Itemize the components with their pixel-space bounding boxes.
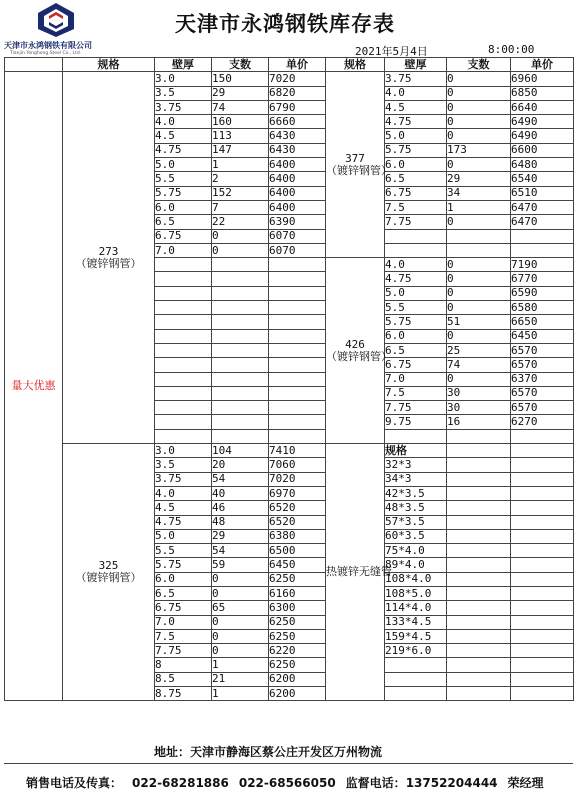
thickness-cell: 6.75 — [385, 186, 447, 200]
hot-spec-cell: 159*4.5 — [385, 629, 447, 643]
empty-cell — [511, 229, 574, 243]
count-cell — [212, 415, 269, 429]
thickness-cell: 5.0 — [155, 158, 212, 172]
count-cell: 0 — [212, 572, 269, 586]
thickness-cell — [155, 386, 212, 400]
thickness-cell: 7.5 — [385, 200, 447, 214]
hot-spec-cell — [385, 672, 447, 686]
count-cell: 74 — [447, 358, 511, 372]
thickness-cell: 3.0 — [155, 72, 212, 86]
empty-cell — [447, 558, 511, 572]
empty-cell — [447, 444, 511, 458]
empty-cell — [511, 572, 574, 586]
hot-spec-cell: 48*3.5 — [385, 501, 447, 515]
hot-spec-cell: 75*4.0 — [385, 544, 447, 558]
count-cell: 29 — [212, 86, 269, 100]
price-cell — [269, 358, 326, 372]
empty-cell — [447, 486, 511, 500]
count-cell: 0 — [447, 372, 511, 386]
count-cell: 34 — [447, 186, 511, 200]
thickness-cell: 6.5 — [385, 172, 447, 186]
hot-spec-cell: 34*3 — [385, 472, 447, 486]
thickness-cell: 5.75 — [155, 186, 212, 200]
thickness-cell: 6.5 — [155, 215, 212, 229]
address-line: 地址：天津市静海区蔡公庄开发区万州物流 — [4, 740, 573, 764]
thickness-cell — [155, 429, 212, 443]
price-cell: 6640 — [511, 100, 574, 114]
empty-cell — [447, 629, 511, 643]
company-logo-icon — [36, 2, 76, 38]
count-cell: 0 — [447, 115, 511, 129]
empty-cell — [447, 644, 511, 658]
thickness-cell — [155, 315, 212, 329]
thickness-cell: 6.0 — [155, 572, 212, 586]
contact-line — [4, 770, 573, 796]
empty-cell — [511, 558, 574, 572]
empty-cell — [447, 529, 511, 543]
count-cell: 40 — [212, 486, 269, 500]
empty-cell — [511, 472, 574, 486]
empty-cell — [447, 687, 511, 701]
price-cell: 6430 — [269, 143, 326, 157]
count-cell — [212, 358, 269, 372]
price-cell: 6380 — [269, 529, 326, 543]
count-cell: 0 — [447, 158, 511, 172]
empty-cell — [511, 544, 574, 558]
price-cell — [269, 301, 326, 315]
count-cell: 48 — [212, 515, 269, 529]
thickness-cell: 4.5 — [385, 100, 447, 114]
empty-cell — [511, 486, 574, 500]
group-426: 426 （镀锌钢管） — [326, 258, 385, 444]
count-cell — [212, 343, 269, 357]
price-cell: 6200 — [269, 687, 326, 701]
count-cell: 0 — [447, 100, 511, 114]
empty-cell — [447, 615, 511, 629]
header-thickness: 壁厚 — [155, 58, 212, 72]
thickness-cell: 7.75 — [385, 401, 447, 415]
price-cell: 7060 — [269, 458, 326, 472]
count-cell: 104 — [212, 444, 269, 458]
price-cell: 6850 — [511, 86, 574, 100]
thickness-cell: 5.75 — [385, 315, 447, 329]
count-cell: 29 — [447, 172, 511, 186]
count-cell: 1 — [212, 687, 269, 701]
phone-1: 022-68281886 — [132, 776, 229, 790]
thickness-cell: 7.5 — [155, 629, 212, 643]
phone-3: 13752204444 — [405, 776, 498, 790]
thickness-cell: 4.0 — [155, 486, 212, 500]
price-cell: 6820 — [269, 86, 326, 100]
empty-cell — [447, 601, 511, 615]
thickness-cell: 4.75 — [155, 143, 212, 157]
count-cell: 59 — [212, 558, 269, 572]
price-cell: 6590 — [511, 286, 574, 300]
inventory-table — [4, 57, 574, 701]
price-cell — [269, 429, 326, 443]
empty-cell — [447, 586, 511, 600]
price-cell: 6570 — [511, 343, 574, 357]
count-cell: 30 — [447, 386, 511, 400]
company-name: 天津市永鸿钢铁有限公司 — [4, 41, 92, 50]
price-cell: 6300 — [269, 601, 326, 615]
empty-cell — [447, 501, 511, 515]
count-cell — [212, 258, 269, 272]
count-cell — [212, 386, 269, 400]
price-cell: 6250 — [269, 629, 326, 643]
thickness-cell: 4.0 — [385, 86, 447, 100]
header-count: 支数 — [212, 58, 269, 72]
price-cell: 6540 — [511, 172, 574, 186]
count-cell: 74 — [212, 100, 269, 114]
price-cell: 6450 — [269, 558, 326, 572]
empty-cell — [511, 501, 574, 515]
count-cell: 16 — [447, 415, 511, 429]
empty-cell — [511, 601, 574, 615]
empty-cell — [511, 615, 574, 629]
thickness-cell — [155, 343, 212, 357]
supervisor-label: 监督电话： — [345, 776, 406, 790]
header-spec: 规格 — [63, 58, 155, 72]
price-cell: 6960 — [511, 72, 574, 86]
hot-spec-cell: 108*5.0 — [385, 586, 447, 600]
thickness-cell: 3.5 — [155, 458, 212, 472]
count-cell: 0 — [447, 272, 511, 286]
count-cell: 0 — [212, 586, 269, 600]
hot-spec-cell: 60*3.5 — [385, 529, 447, 543]
thickness-cell — [155, 301, 212, 315]
hot-spec-cell: 89*4.0 — [385, 558, 447, 572]
price-cell — [269, 329, 326, 343]
price-cell: 7190 — [511, 258, 574, 272]
empty-cell — [511, 658, 574, 672]
price-cell: 6970 — [269, 486, 326, 500]
count-cell: 0 — [212, 629, 269, 643]
count-cell: 1 — [447, 200, 511, 214]
thickness-cell: 4.0 — [155, 115, 212, 129]
thickness-cell: 6.5 — [155, 586, 212, 600]
count-cell: 152 — [212, 186, 269, 200]
hot-spec-cell: 114*4.0 — [385, 601, 447, 615]
count-cell — [212, 315, 269, 329]
count-cell: 54 — [212, 472, 269, 486]
thickness-cell — [155, 372, 212, 386]
empty-cell — [447, 658, 511, 672]
thickness-cell: 6.5 — [385, 343, 447, 357]
price-cell — [269, 258, 326, 272]
thickness-cell: 5.0 — [385, 129, 447, 143]
empty-cell — [511, 444, 574, 458]
header-count-right: 支数 — [447, 58, 511, 72]
price-cell: 6270 — [511, 415, 574, 429]
header — [0, 0, 577, 58]
empty-cell — [511, 515, 574, 529]
thickness-cell: 5.75 — [385, 143, 447, 157]
thickness-cell: 7.0 — [155, 243, 212, 257]
thickness-cell: 3.5 — [155, 86, 212, 100]
count-cell: 0 — [212, 615, 269, 629]
header-blank — [5, 58, 63, 72]
hot-spec-cell: 42*3.5 — [385, 486, 447, 500]
thickness-cell — [155, 258, 212, 272]
thickness-cell: 8 — [155, 658, 212, 672]
price-cell: 6490 — [511, 115, 574, 129]
count-cell: 150 — [212, 72, 269, 86]
count-cell: 22 — [212, 215, 269, 229]
header-spec-right: 规格 — [326, 58, 385, 72]
hot-spec-cell: 219*6.0 — [385, 644, 447, 658]
count-cell: 0 — [447, 129, 511, 143]
thickness-cell — [155, 358, 212, 372]
price-cell — [269, 372, 326, 386]
empty-cell — [511, 672, 574, 686]
thickness-cell: 4.5 — [155, 501, 212, 515]
thickness-cell: 4.0 — [385, 258, 447, 272]
price-cell: 6070 — [269, 243, 326, 257]
table-header-row — [5, 58, 574, 72]
price-cell: 6470 — [511, 200, 574, 214]
count-cell: 2 — [212, 172, 269, 186]
price-cell: 6570 — [511, 386, 574, 400]
hot-spec-cell — [385, 687, 447, 701]
price-cell: 7020 — [269, 472, 326, 486]
count-cell: 51 — [447, 315, 511, 329]
thickness-cell: 7.5 — [385, 386, 447, 400]
price-cell: 6480 — [511, 158, 574, 172]
count-cell: 29 — [212, 529, 269, 543]
count-cell: 0 — [447, 72, 511, 86]
thickness-cell: 5.5 — [155, 172, 212, 186]
count-cell: 20 — [212, 458, 269, 472]
count-cell: 25 — [447, 343, 511, 357]
thickness-cell: 4.75 — [155, 515, 212, 529]
thickness-cell — [155, 329, 212, 343]
count-cell: 0 — [447, 215, 511, 229]
group-377: 377 （镀锌钢管） — [326, 72, 385, 258]
thickness-cell: 5.0 — [385, 286, 447, 300]
price-cell — [269, 386, 326, 400]
count-cell: 1 — [212, 158, 269, 172]
empty-cell — [447, 243, 511, 257]
thickness-cell: 6.75 — [385, 358, 447, 372]
hot-spec-cell — [385, 658, 447, 672]
count-cell — [212, 429, 269, 443]
price-cell — [269, 315, 326, 329]
report-time: 8:00:00 — [488, 43, 535, 56]
thickness-cell: 5.75 — [155, 558, 212, 572]
price-cell: 6250 — [269, 615, 326, 629]
thickness-cell: 5.5 — [155, 544, 212, 558]
header-price: 单价 — [269, 58, 326, 72]
price-cell: 7020 — [269, 72, 326, 86]
empty-cell — [447, 672, 511, 686]
price-cell: 6400 — [269, 186, 326, 200]
thickness-cell — [155, 415, 212, 429]
hot-spec-label: 规格 — [385, 444, 447, 458]
empty-cell — [385, 429, 447, 443]
company-name-en: Tianjin Yonghong Steel Co., Ltd. — [10, 51, 82, 56]
price-cell: 6520 — [269, 501, 326, 515]
price-cell: 6250 — [269, 572, 326, 586]
count-cell: 147 — [212, 143, 269, 157]
count-cell: 173 — [447, 143, 511, 157]
price-cell: 6390 — [269, 215, 326, 229]
thickness-cell: 4.5 — [155, 129, 212, 143]
count-cell: 46 — [212, 501, 269, 515]
count-cell — [212, 329, 269, 343]
thickness-cell: 8.5 — [155, 672, 212, 686]
hot-spec-cell: 32*3 — [385, 458, 447, 472]
price-cell: 6400 — [269, 172, 326, 186]
price-cell: 6400 — [269, 158, 326, 172]
hot-spec-cell: 133*4.5 — [385, 615, 447, 629]
count-cell — [212, 301, 269, 315]
price-cell: 6450 — [511, 329, 574, 343]
price-cell: 6430 — [269, 129, 326, 143]
empty-cell — [447, 229, 511, 243]
header-thickness-right: 壁厚 — [385, 58, 447, 72]
price-cell: 6370 — [511, 372, 574, 386]
price-cell: 6400 — [269, 200, 326, 214]
count-cell — [212, 272, 269, 286]
count-cell: 0 — [447, 286, 511, 300]
group-325: 325 （镀锌钢管） — [63, 444, 155, 701]
thickness-cell: 3.0 — [155, 444, 212, 458]
price-cell: 6520 — [269, 515, 326, 529]
empty-cell — [447, 458, 511, 472]
thickness-cell — [155, 401, 212, 415]
count-cell: 21 — [212, 672, 269, 686]
thickness-cell: 3.75 — [155, 472, 212, 486]
thickness-cell: 7.0 — [155, 615, 212, 629]
count-cell: 0 — [212, 229, 269, 243]
thickness-cell: 7.75 — [385, 215, 447, 229]
price-cell: 6200 — [269, 672, 326, 686]
thickness-cell: 7.75 — [155, 644, 212, 658]
empty-cell — [447, 544, 511, 558]
empty-cell — [511, 458, 574, 472]
empty-cell — [511, 529, 574, 543]
empty-cell — [511, 687, 574, 701]
price-cell: 6770 — [511, 272, 574, 286]
thickness-cell: 3.75 — [155, 100, 212, 114]
count-cell: 0 — [212, 644, 269, 658]
price-cell — [269, 415, 326, 429]
price-cell: 6510 — [511, 186, 574, 200]
count-cell: 0 — [212, 243, 269, 257]
empty-cell — [511, 243, 574, 257]
count-cell: 1 — [212, 658, 269, 672]
empty-cell — [511, 629, 574, 643]
empty-cell — [447, 515, 511, 529]
count-cell: 7 — [212, 200, 269, 214]
report-date: 2021年5月4日 — [355, 45, 428, 58]
price-cell: 7410 — [269, 444, 326, 458]
count-cell — [212, 372, 269, 386]
price-cell: 6070 — [269, 229, 326, 243]
count-cell: 160 — [212, 115, 269, 129]
price-cell — [269, 286, 326, 300]
thickness-cell: 6.0 — [155, 200, 212, 214]
thickness-cell: 5.0 — [155, 529, 212, 543]
page-title: 天津市永鸿钢铁库存表 — [175, 11, 395, 36]
empty-cell — [447, 472, 511, 486]
empty-cell — [511, 586, 574, 600]
empty-cell — [385, 229, 447, 243]
thickness-cell: 6.0 — [385, 329, 447, 343]
price-cell: 6470 — [511, 215, 574, 229]
header-price-right: 单价 — [511, 58, 574, 72]
table-row — [5, 444, 574, 458]
thickness-cell: 6.0 — [385, 158, 447, 172]
group-hot-dip: 热镀锌无缝管 — [326, 444, 385, 701]
price-cell: 6160 — [269, 586, 326, 600]
group-273: 273 （镀锌钢管） — [63, 72, 155, 444]
phone-2: 022-68566050 — [238, 776, 336, 790]
empty-cell — [447, 429, 511, 443]
table-row — [5, 72, 574, 86]
price-cell: 6570 — [511, 358, 574, 372]
sales-label: 销售电话及传真： — [26, 776, 123, 790]
thickness-cell: 8.75 — [155, 687, 212, 701]
table-body — [5, 72, 574, 701]
count-cell: 65 — [212, 601, 269, 615]
hot-spec-cell: 57*3.5 — [385, 515, 447, 529]
price-cell: 6580 — [511, 301, 574, 315]
thickness-cell — [155, 272, 212, 286]
hot-spec-cell: 108*4.0 — [385, 572, 447, 586]
count-cell — [212, 286, 269, 300]
thickness-cell: 5.5 — [385, 301, 447, 315]
count-cell — [212, 401, 269, 415]
price-cell — [269, 343, 326, 357]
thickness-cell: 4.75 — [385, 115, 447, 129]
empty-cell — [511, 429, 574, 443]
count-cell: 0 — [447, 329, 511, 343]
thickness-cell: 4.75 — [385, 272, 447, 286]
price-cell: 6650 — [511, 315, 574, 329]
thickness-cell: 3.75 — [385, 72, 447, 86]
count-cell: 113 — [212, 129, 269, 143]
count-cell: 0 — [447, 301, 511, 315]
price-cell: 6600 — [511, 143, 574, 157]
promo-text: 量大优惠 — [5, 72, 63, 701]
manager-name: 荣经理 — [507, 776, 544, 790]
empty-cell — [447, 572, 511, 586]
empty-cell — [511, 644, 574, 658]
price-cell: 6250 — [269, 658, 326, 672]
price-cell: 6490 — [511, 129, 574, 143]
thickness-cell: 6.75 — [155, 601, 212, 615]
count-cell: 54 — [212, 544, 269, 558]
thickness-cell: 9.75 — [385, 415, 447, 429]
count-cell: 0 — [447, 258, 511, 272]
price-cell: 6660 — [269, 115, 326, 129]
price-cell — [269, 272, 326, 286]
count-cell: 30 — [447, 401, 511, 415]
count-cell: 0 — [447, 86, 511, 100]
thickness-cell — [155, 286, 212, 300]
price-cell — [269, 401, 326, 415]
thickness-cell: 7.0 — [385, 372, 447, 386]
empty-cell — [385, 243, 447, 257]
price-cell: 6790 — [269, 100, 326, 114]
price-cell: 6220 — [269, 644, 326, 658]
price-cell: 6570 — [511, 401, 574, 415]
price-cell: 6500 — [269, 544, 326, 558]
thickness-cell: 6.75 — [155, 229, 212, 243]
